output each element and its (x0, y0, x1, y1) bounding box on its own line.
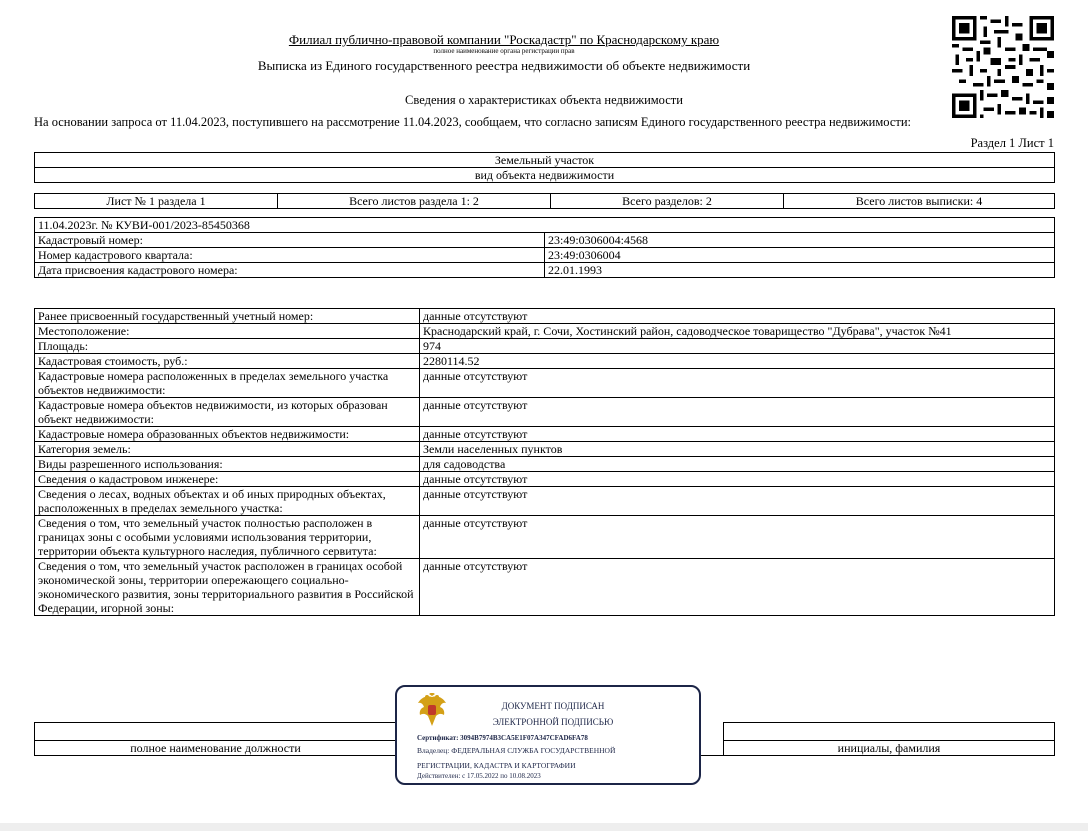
row-label: Площадь: (35, 339, 420, 354)
stamp-line2: ЭЛЕКТРОННОЙ ПОДПИСЬЮ (492, 717, 614, 727)
sheets-total-section: Всего листов раздела 1: 2 (278, 194, 551, 209)
qr-code-icon (952, 16, 1054, 118)
row-label: Сведения о том, что земельный участок расположен в границах особой экономической зоны, территории опережающего социально-экономического развития, зоны территориального развития в Российской Федерации, игорной зоны: (35, 559, 420, 616)
doc-title: Выписка из Единого государственного реестра недвижимости об объекте недвижимости (257, 58, 751, 73)
position-cell (35, 723, 397, 741)
row-label: Кадастровая стоимость, руб.: (35, 354, 420, 369)
row-label: Сведения о кадастровом инженере: (35, 472, 420, 487)
section-title: Сведения о характеристиках объекта недвижимости (405, 93, 683, 107)
electronic-signature-stamp (395, 685, 701, 785)
row-label: Дата присвоения кадастрового номера: (35, 263, 545, 278)
basis-text: На основании запроса от 11.04.2023, поступившего на рассмотрение 11.04.2023, сообщаем, что согласно записям Единого государственного реестра недвижимости: (34, 115, 911, 129)
row-label: Номер кадастрового квартала: (35, 248, 545, 263)
row-value: 23:49:0306004:4568 (545, 233, 1055, 248)
row-label: Кадастровый номер: (35, 233, 545, 248)
table-row (35, 309, 1055, 324)
row-value: данные отсутствуют (420, 309, 1055, 324)
sheets-table (34, 193, 1055, 209)
row-label: Местоположение: (35, 324, 420, 339)
table-row (35, 263, 1055, 278)
table-row (35, 339, 1055, 354)
stamp-owner1: Владелец: ФЕДЕРАЛЬНАЯ СЛУЖБА ГОСУДАРСТВЕННОЙ (417, 746, 616, 755)
row-value: 2280114.52 (420, 354, 1055, 369)
table-row (35, 248, 1055, 263)
table-row (35, 442, 1055, 457)
row-label: Кадастровые номера расположенных в пределах земельного участка объектов недвижимости: (35, 369, 420, 398)
row-label: Кадастровые номера объектов недвижимости, из которых образован объект недвижимости: (35, 398, 420, 427)
initials-caption: инициалы, фамилия (724, 741, 1055, 756)
row-value: для садоводства (420, 457, 1055, 472)
row-value: 23:49:0306004 (545, 248, 1055, 263)
row-value: данные отсутствуют (420, 472, 1055, 487)
row-label: Кадастровые номера образованных объектов недвижимости: (35, 427, 420, 442)
object-type-caption: вид объекта недвижимости (35, 168, 1055, 183)
stamp-owner2: РЕГИСТРАЦИИ, КАДАСТРА И КАРТОГРАФИИ (417, 761, 576, 770)
stamp-valid: Действителен: с 17.05.2022 по 10.08.2023 (417, 772, 541, 780)
table-row (35, 559, 1055, 616)
row-value: 22.01.1993 (545, 263, 1055, 278)
row-label: Категория земель: (35, 442, 420, 457)
stamp-line1: ДОКУМЕНТ ПОДПИСАН (501, 701, 605, 711)
row-value: данные отсутствуют (420, 559, 1055, 616)
row-label: Сведения о том, что земельный участок полностью расположен в границах зоны с особыми условиями использования территории, территории объекта культурного наследия, публичного сервитута: (35, 516, 420, 559)
table-row (35, 369, 1055, 398)
position-caption: полное наименование должности (35, 741, 397, 756)
org-caption: полное наименование органа регистрации прав (433, 47, 575, 55)
initials-cell (724, 723, 1055, 741)
table-row (35, 427, 1055, 442)
table-row (35, 487, 1055, 516)
object-type: Земельный участок (35, 153, 1055, 168)
page-bottom-strip (0, 823, 1088, 831)
record-table (34, 217, 1055, 278)
row-label: Виды разрешенного использования: (35, 457, 420, 472)
table-row (35, 457, 1055, 472)
table-row (35, 233, 1055, 248)
table-row (35, 324, 1055, 339)
org-name: Филиал публично-правовой компании "Роскадастр" по Краснодарскому краю (288, 32, 720, 47)
row-value: данные отсутствуют (420, 516, 1055, 559)
row-value: Краснодарский край, г. Сочи, Хостинский район, садоводческое товарищество "Дубрава", участок №41 (420, 324, 1055, 339)
row-value: 974 (420, 339, 1055, 354)
table-row (35, 398, 1055, 427)
sections-total: Всего разделов: 2 (551, 194, 784, 209)
row-value: данные отсутствуют (420, 369, 1055, 398)
sheets-total-extract: Всего листов выписки: 4 (784, 194, 1055, 209)
row-value: данные отсутствуют (420, 398, 1055, 427)
sheet-number: Лист № 1 раздела 1 (35, 194, 278, 209)
row-value: данные отсутствуют (420, 427, 1055, 442)
row-value: данные отсутствуют (420, 487, 1055, 516)
sheet-label: Раздел 1 Лист 1 (970, 136, 1054, 150)
table-row (35, 472, 1055, 487)
stamp-certificate: Сертификат: 3094B7974B3CA5E1F07A347CFAD6FA78 (417, 734, 588, 742)
table-row (35, 354, 1055, 369)
row-label: Сведения о лесах, водных объектах и об иных природных объектах, расположенных в пределах земельного участка: (35, 487, 420, 516)
details-table (34, 308, 1055, 616)
row-value: Земли населенных пунктов (420, 442, 1055, 457)
row-label: Ранее присвоенный государственный учетный номер: (35, 309, 420, 324)
table-row (35, 516, 1055, 559)
object-type-table (34, 152, 1055, 183)
record-date-number: 11.04.2023г. № КУВИ-001/2023-85450368 (35, 218, 1055, 233)
